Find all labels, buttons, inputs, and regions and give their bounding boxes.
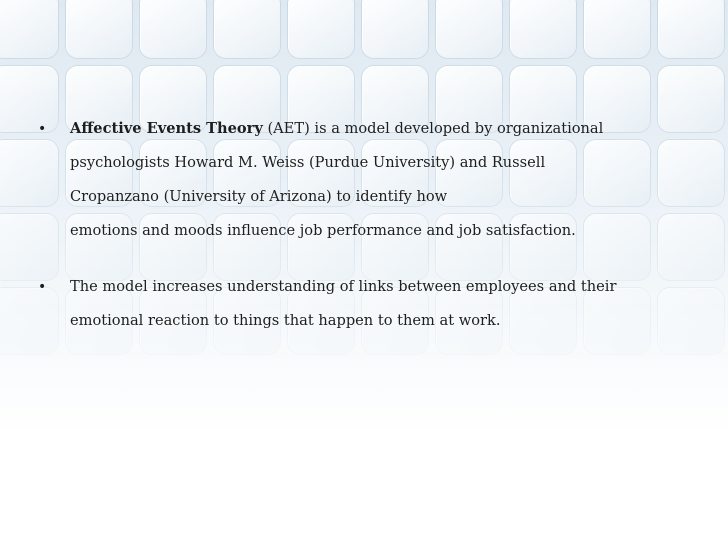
bullet-line xyxy=(70,112,698,146)
bullet-point-model-understanding xyxy=(38,270,698,338)
bold-term: Affective Events Theory xyxy=(70,120,263,137)
bullet-text: (AET) is a model developed by organizational xyxy=(262,120,604,137)
bullet-line: psychologists Howard M. Weiss (Purdue University) and Russell xyxy=(70,154,546,171)
bullet-point-aet-definition xyxy=(38,112,698,248)
bullet-marker: • xyxy=(38,121,47,137)
bullet-line: The model increases understanding of links between employees and their xyxy=(70,278,617,295)
slide-body xyxy=(38,112,698,338)
bullet-line: emotions and moods influence job performance and job satisfaction. xyxy=(70,222,576,239)
bullet-line: Cropanzano (University of Arizona) to identify how xyxy=(70,188,448,205)
bullet-marker: • xyxy=(38,279,47,295)
bullet-line: emotional reaction to things that happen to them at work. xyxy=(70,312,501,329)
